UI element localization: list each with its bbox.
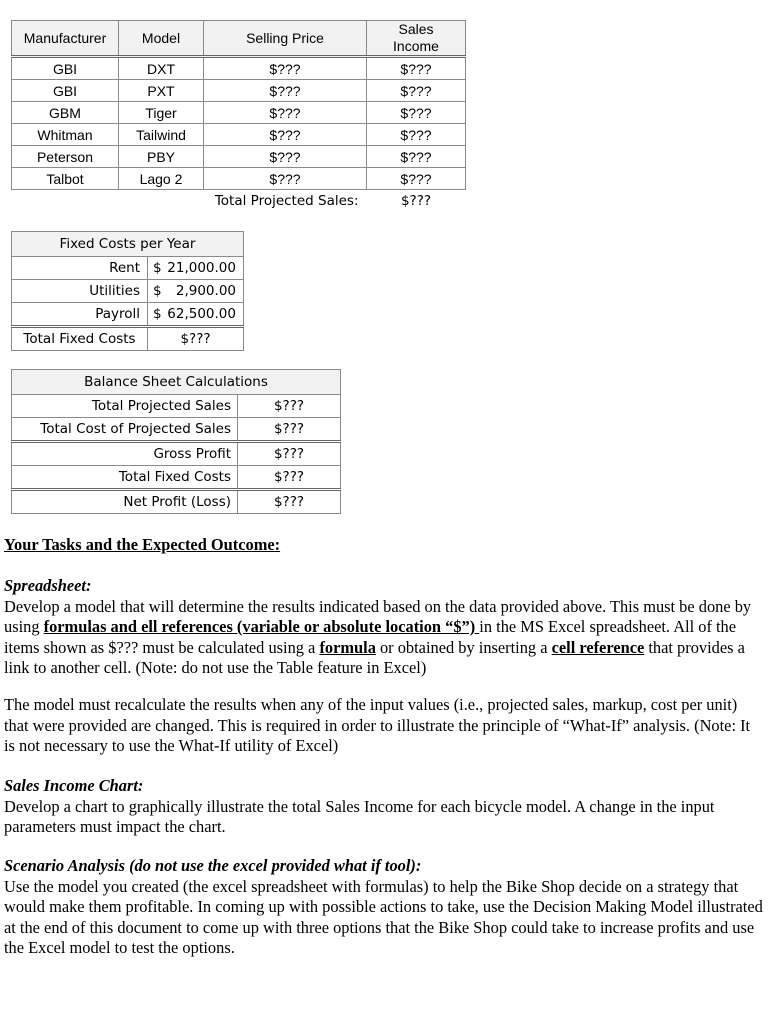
table-row xyxy=(12,102,466,124)
balance-label: Total Fixed Costs xyxy=(12,466,238,490)
cell-selling-price: $??? xyxy=(204,168,367,190)
cell-manufacturer: Whitman xyxy=(12,124,119,146)
scenario-title: Scenario Analysis (do not use the excel provided what if tool): xyxy=(4,856,422,875)
total-projected-sales-label: Total Projected Sales: xyxy=(214,192,359,209)
cell-model: Tiger xyxy=(119,102,204,124)
balance-row xyxy=(12,418,341,442)
cell-sales-income: $??? xyxy=(367,102,466,124)
fixed-cost-value xyxy=(148,280,244,303)
fixed-cost-row xyxy=(12,257,244,280)
balance-sheet-title: Balance Sheet Calculations xyxy=(12,370,341,395)
balance-value: $??? xyxy=(238,418,341,442)
fixed-costs-table xyxy=(11,231,244,351)
balance-value: $??? xyxy=(238,490,341,514)
emphasis-text: formula xyxy=(319,637,376,657)
balance-row xyxy=(12,395,341,418)
fixed-cost-label: Rent xyxy=(12,257,148,280)
currency-symbol: $ xyxy=(153,306,162,322)
table-row xyxy=(12,146,466,168)
emphasis-text: formulas and ell references (variable or absolute location “$”) xyxy=(43,617,480,636)
cell-selling-price: $??? xyxy=(204,124,367,146)
table-row xyxy=(12,168,466,190)
tasks-heading: Your Tasks and the Expected Outcome: xyxy=(4,535,281,554)
cell-selling-price: $??? xyxy=(204,80,367,102)
total-fixed-costs-value: $??? xyxy=(148,327,244,351)
fixed-costs-title: Fixed Costs per Year xyxy=(12,232,244,257)
text-run: that provides a link to another cell. (Note: do not use the Table feature in Excel) xyxy=(4,637,745,677)
total-fixed-costs-label: Total Fixed Costs xyxy=(12,327,148,351)
cell-model: PBY xyxy=(119,146,204,168)
cell-model: PXT xyxy=(119,80,204,102)
balance-label: Total Projected Sales xyxy=(12,395,238,418)
table-row xyxy=(12,80,466,102)
table-row xyxy=(12,57,466,80)
chart-section-title: Sales Income Chart: xyxy=(4,776,144,795)
cell-manufacturer: GBI xyxy=(12,57,119,80)
balance-label: Net Profit (Loss) xyxy=(12,490,238,514)
emphasis-text: cell reference xyxy=(551,637,645,657)
spreadsheet-paragraph xyxy=(4,597,764,679)
scenario-section xyxy=(4,856,764,959)
balance-row xyxy=(12,442,341,466)
cell-selling-price: $??? xyxy=(204,146,367,168)
scenario-text: Use the model you created (the excel spreadsheet with formulas) to help the Bike Shop decide on a strategy that would make them profitable. In coming up with possible actions to take, use the Decision Making Model illustrated at the end of this document to come up with three options that the Bike Shop could take to increase profits and use the Excel model to test the options. xyxy=(4,876,763,957)
text-run: or obtained by inserting a xyxy=(375,637,552,657)
sales-header-row xyxy=(12,21,466,57)
cell-selling-price: $??? xyxy=(204,57,367,80)
fixed-cost-label: Utilities xyxy=(12,280,148,303)
fixed-cost-label: Payroll xyxy=(12,303,148,327)
cell-sales-income: $??? xyxy=(367,124,466,146)
spreadsheet-section xyxy=(4,576,764,679)
table-row xyxy=(12,124,466,146)
total-projected-sales-value: $??? xyxy=(400,192,432,209)
balance-label: Gross Profit xyxy=(12,442,238,466)
currency-symbol: $ xyxy=(153,260,162,276)
fixed-cost-value xyxy=(148,303,244,327)
fixed-cost-value xyxy=(148,257,244,280)
balance-label: Total Cost of Projected Sales xyxy=(12,418,238,442)
balance-sheet-header-row xyxy=(12,370,341,395)
sales-table xyxy=(11,20,466,211)
fixed-cost-row xyxy=(12,303,244,327)
text-run: in the MS Excel spreadsheet. All of the items shown as $??? must be calculated using a xyxy=(4,617,737,657)
spreadsheet-title: Spreadsheet: xyxy=(4,576,92,595)
cell-manufacturer: Talbot xyxy=(12,168,119,190)
cell-model: Lago 2 xyxy=(119,168,204,190)
balance-row xyxy=(12,466,341,490)
header-sales-income: Sales Income xyxy=(367,21,466,57)
cell-sales-income: $??? xyxy=(367,168,466,190)
cell-sales-income: $??? xyxy=(367,57,466,80)
cell-manufacturer: GBM xyxy=(12,102,119,124)
cell-model: Tailwind xyxy=(119,124,204,146)
total-projected-sales-row xyxy=(12,190,466,212)
total-fixed-costs-row xyxy=(12,327,244,351)
fixed-cost-row xyxy=(12,280,244,303)
header-manufacturer: Manufacturer xyxy=(12,21,119,57)
chart-section-text: Develop a chart to graphically illustrate the total Sales Income for each bicycle model. A change in the input parameters must impact the chart. xyxy=(4,796,715,836)
currency-symbol: $ xyxy=(153,283,162,299)
balance-value: $??? xyxy=(238,442,341,466)
fixed-cost-amount: 2,900.00 xyxy=(175,283,236,299)
chart-section xyxy=(4,776,764,838)
balance-sheet-table xyxy=(11,369,341,514)
cell-sales-income: $??? xyxy=(367,80,466,102)
fixed-cost-amount: 62,500.00 xyxy=(167,306,236,322)
fixed-cost-amount: 21,000.00 xyxy=(167,260,236,276)
cell-manufacturer: Peterson xyxy=(12,146,119,168)
balance-row xyxy=(12,490,341,514)
balance-value: $??? xyxy=(238,466,341,490)
text-run: Develop a model that will determine the results indicated based on the data provided above. This must be done by using xyxy=(4,596,752,636)
cell-model: DXT xyxy=(119,57,204,80)
cell-manufacturer: GBI xyxy=(12,80,119,102)
cell-selling-price: $??? xyxy=(204,102,367,124)
header-selling-price: Selling Price xyxy=(204,21,367,57)
header-model: Model xyxy=(119,21,204,57)
fixed-costs-header-row xyxy=(12,232,244,257)
what-if-paragraph: The model must recalculate the results when any of the input values (i.e., projected sales, markup, cost per unit) that were provided are changed. This is required in order to illustrate the principle of “What-If” analysis. (Note: It is not necessary to use the What-If utility of Excel) xyxy=(4,695,751,755)
balance-value: $??? xyxy=(238,395,341,418)
cell-sales-income: $??? xyxy=(367,146,466,168)
